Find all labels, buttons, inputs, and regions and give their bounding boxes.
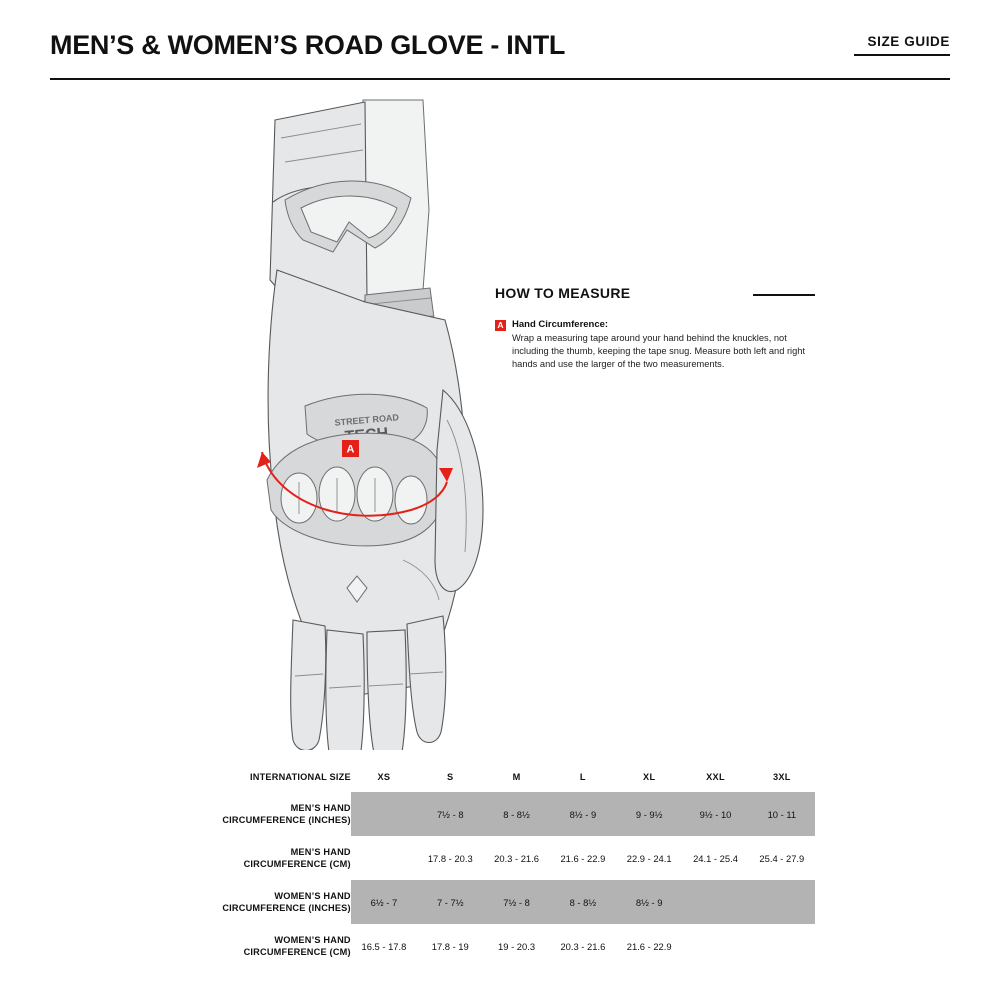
cell-mens-cm-xs bbox=[351, 836, 417, 880]
cell-womens-in-l: 8 - 8½ bbox=[550, 880, 616, 924]
row-label-line1: WOMEN’S HAND bbox=[274, 890, 351, 901]
table-row bbox=[185, 880, 815, 924]
cell-mens-in-l: 8½ - 9 bbox=[550, 792, 616, 836]
cell-womens-in-xl: 8½ - 9 bbox=[616, 880, 682, 924]
col-header-xs: XS bbox=[377, 772, 391, 782]
row-label-line1: WOMEN’S HAND bbox=[274, 934, 351, 945]
cell-mens-in-m: 8 - 8½ bbox=[483, 792, 549, 836]
row-label-line2: CIRCUMFERENCE (CM) bbox=[243, 859, 351, 869]
cell-mens-in-xs bbox=[351, 792, 417, 836]
size-guide-block bbox=[854, 34, 950, 56]
cell-mens-cm-m: 20.3 - 21.6 bbox=[483, 836, 549, 880]
size-guide-label: SIZE GUIDE bbox=[867, 34, 950, 49]
row-label-womens-inches bbox=[185, 880, 351, 924]
cell-womens-cm-xl: 21.6 - 22.9 bbox=[616, 924, 682, 968]
cell-mens-in-3xl: 10 - 11 bbox=[749, 792, 815, 836]
row-label-line2: CIRCUMFERENCE (INCHES) bbox=[222, 903, 351, 913]
table-row bbox=[185, 924, 815, 968]
size-table-wrapper bbox=[185, 762, 815, 968]
how-to-measure-header bbox=[495, 285, 815, 301]
col-header-xl: XL bbox=[643, 772, 656, 782]
illustration-brand-text-1: STREET ROAD bbox=[334, 412, 400, 428]
cell-womens-cm-s: 17.8 - 19 bbox=[417, 924, 483, 968]
row-label-womens-cm bbox=[185, 924, 351, 968]
cell-womens-cm-l: 20.3 - 21.6 bbox=[550, 924, 616, 968]
hand-circumference-subtitle: Hand Circumference: bbox=[512, 319, 609, 330]
cell-mens-cm-s: 17.8 - 20.3 bbox=[417, 836, 483, 880]
size-guide-underline bbox=[854, 54, 950, 56]
glove-hand-diagram-svg bbox=[215, 90, 515, 750]
glove-illustration bbox=[215, 90, 515, 750]
col-header-s: S bbox=[447, 772, 454, 782]
hand-circumference-description: Wrap a measuring tape around your hand behind the knuckles, not including the thumb, keeping the tape snug. Measure both left and right hands and use the larger of the two measurements. bbox=[512, 333, 806, 370]
how-to-measure-underline bbox=[753, 294, 815, 296]
cell-womens-cm-xs: 16.5 - 17.8 bbox=[351, 924, 417, 968]
cell-mens-cm-xxl: 24.1 - 25.4 bbox=[682, 836, 748, 880]
hand-circumference-badge: A bbox=[495, 320, 506, 331]
cell-womens-in-3xl bbox=[749, 880, 815, 924]
cell-mens-in-xl: 9 - 9½ bbox=[616, 792, 682, 836]
header-divider bbox=[50, 78, 950, 80]
how-to-measure-body bbox=[495, 319, 815, 372]
cell-womens-in-m: 7½ - 8 bbox=[483, 880, 549, 924]
callout-badge-a-label: A bbox=[346, 443, 355, 456]
row-label-line1: MEN’S HAND bbox=[290, 846, 351, 857]
page-title: MEN’S & WOMEN’S ROAD GLOVE - INTL bbox=[50, 30, 566, 60]
how-to-measure-text bbox=[512, 319, 815, 372]
cell-womens-cm-3xl bbox=[749, 924, 815, 968]
cell-mens-in-s: 7½ - 8 bbox=[417, 792, 483, 836]
cell-womens-in-xs: 6½ - 7 bbox=[351, 880, 417, 924]
row-label-mens-cm bbox=[185, 836, 351, 880]
table-row bbox=[185, 792, 815, 836]
page-header bbox=[50, 22, 950, 72]
col-header-m: M bbox=[512, 772, 521, 782]
row-label-mens-inches bbox=[185, 792, 351, 836]
row-label-line1: MEN’S HAND bbox=[290, 802, 351, 813]
cell-womens-cm-xxl bbox=[682, 924, 748, 968]
row-label-line2: CIRCUMFERENCE (INCHES) bbox=[222, 815, 351, 825]
cell-womens-in-xxl bbox=[682, 880, 748, 924]
table-header-label: INTERNATIONAL SIZE bbox=[250, 771, 351, 782]
col-header-xxl: XXL bbox=[706, 772, 725, 782]
table-row bbox=[185, 836, 815, 880]
cell-womens-cm-m: 19 - 20.3 bbox=[483, 924, 549, 968]
col-header-l: L bbox=[579, 772, 586, 782]
cell-mens-in-xxl: 9½ - 10 bbox=[682, 792, 748, 836]
how-to-measure-panel bbox=[495, 285, 815, 372]
table-header-row bbox=[185, 762, 815, 792]
cell-womens-in-s: 7 - 7½ bbox=[417, 880, 483, 924]
cell-mens-cm-l: 21.6 - 22.9 bbox=[550, 836, 616, 880]
col-header-3xl: 3XL bbox=[772, 772, 791, 782]
size-table bbox=[185, 762, 815, 968]
cell-mens-cm-3xl: 25.4 - 27.9 bbox=[749, 836, 815, 880]
row-label-line2: CIRCUMFERENCE (CM) bbox=[243, 947, 351, 957]
cell-mens-cm-xl: 22.9 - 24.1 bbox=[616, 836, 682, 880]
how-to-measure-title: HOW TO MEASURE bbox=[495, 285, 631, 301]
